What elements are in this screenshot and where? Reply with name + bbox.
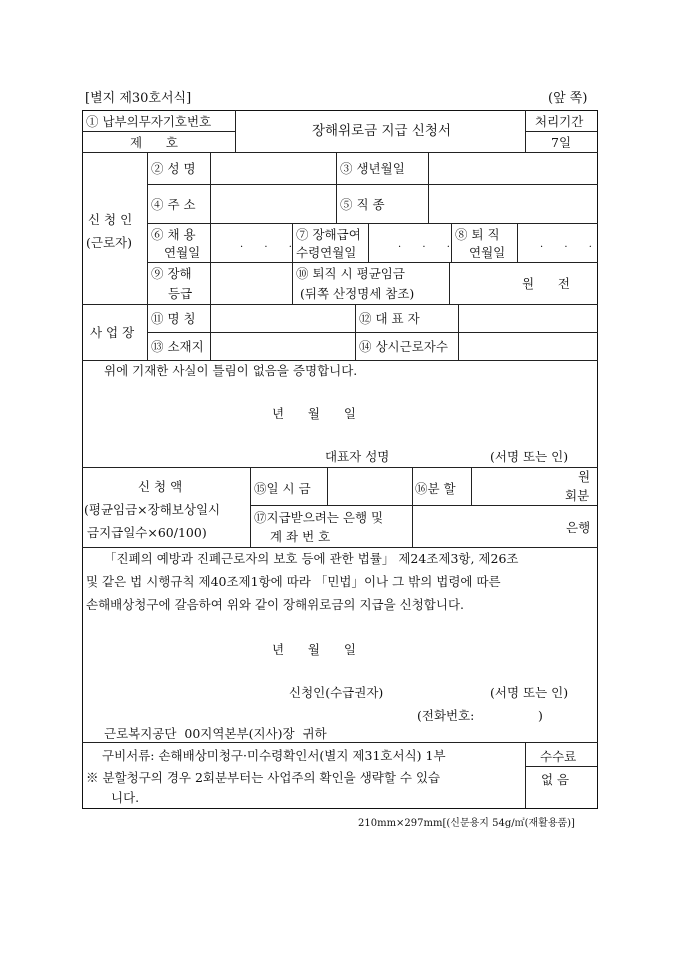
retire-date-sublabel: 연월일 <box>469 245 506 260</box>
won-unit: 원 <box>578 469 591 484</box>
representative-name-label: 대표자 성명 <box>325 449 390 464</box>
benefit-date-field[interactable]: · · · <box>398 242 459 253</box>
disability-grade-field[interactable] <box>211 263 291 303</box>
retire-date-label: ⑧ 퇴 직 <box>455 227 500 242</box>
representative-field[interactable] <box>459 305 596 331</box>
name-label: ② 성 명 <box>151 161 196 176</box>
average-wage-label: ⑩ 퇴직 시 평균임금 <box>296 266 405 281</box>
average-wage-field[interactable]: 원 전 <box>522 276 570 291</box>
job-type-label: ⑤ 직 종 <box>340 197 385 212</box>
certification-statement: 위에 기재한 사실이 틀림이 없음을 증명합니다. <box>104 363 358 378</box>
certification-date[interactable]: 년 월 일 <box>272 406 356 421</box>
applicant-name-label: 신청인(수급권자) <box>289 685 384 700</box>
job-type-field[interactable] <box>429 185 596 222</box>
page-side: (앞 쪽) <box>548 91 588 106</box>
workers-field[interactable] <box>459 333 596 359</box>
installment-count-unit[interactable]: 회분 <box>565 488 590 503</box>
birthdate-label: ③ 생년월일 <box>340 161 405 176</box>
location-field[interactable] <box>211 333 354 359</box>
application-date[interactable]: 년 월 일 <box>272 642 356 657</box>
paper-spec: 210mm×297mm[(신문용지 54g/㎡(재활용품)] <box>358 818 575 829</box>
application-text-line-3: 손해배상청구에 갈음하여 위와 같이 장해위로금의 지급을 신청합니다. <box>86 597 464 612</box>
required-documents: 구비서류: 손해배상미청구·미수령확인서(별지 제31호서식) 1부 <box>102 748 446 763</box>
payment-code-label: ① 납부의무자기호번호 <box>86 114 212 129</box>
requested-amount-formula-1: (평균임금×장해보상일시 <box>84 502 221 517</box>
workplace-name-field[interactable] <box>211 305 354 331</box>
workers-label: ⑭ 상시근로자수 <box>359 339 448 354</box>
bank-account-label: ⑰지급받으려는 은행 및 <box>254 510 384 525</box>
application-text-line-2: 및 같은 법 시행규칙 제40조제1항에 따라 「민법」이나 그 밖의 법령에 따른 <box>86 574 501 589</box>
average-wage-note: (뒤쪽 산정명세 참조) <box>300 286 415 301</box>
requested-amount-label: 신 청 액 <box>138 479 183 494</box>
bank-account-sublabel: 계 좌 번 호 <box>270 529 331 544</box>
lump-sum-label: ⑮일 시 금 <box>254 481 311 496</box>
payment-code-value: 제 호 <box>130 135 178 150</box>
requested-amount-formula-2: 금지급일수×60/100) <box>87 525 207 540</box>
processing-period-value: 7일 <box>551 135 572 150</box>
installment-note-cont: 니다. <box>111 790 140 805</box>
disability-grade-sublabel: 등급 <box>168 286 193 301</box>
address-label: ④ 주 소 <box>151 197 196 212</box>
processing-period-label: 처리기간 <box>535 114 584 129</box>
bank-account-field[interactable]: 은행 <box>566 520 591 535</box>
form-title: 장해위로금 지급 신청서 <box>312 123 451 139</box>
name-field[interactable] <box>211 153 335 183</box>
representative-signature[interactable]: (서명 또는 인) <box>490 449 569 464</box>
phone-number-field[interactable]: (전화번호: ) <box>417 708 543 723</box>
workplace-name-label: ⑪ 명 칭 <box>151 311 196 326</box>
installment-note: ※ 분할청구의 경우 2회분부터는 사업주의 확인을 생략할 수 있습 <box>86 770 441 785</box>
hire-date-sublabel: 연월일 <box>164 245 201 260</box>
workplace-section-label: 사 업 장 <box>90 325 135 340</box>
benefit-date-sublabel: 수령연월일 <box>296 245 357 260</box>
birthdate-field[interactable] <box>429 153 596 183</box>
form-number: [별지 제30호서식] <box>85 91 192 106</box>
application-text-line-1: 「진폐의 예방과 진폐근로자의 보호 등에 관한 법률」 제24조제3항, 제26조 <box>104 551 519 566</box>
applicant-section-sublabel: (근로자) <box>86 235 132 250</box>
applicant-section-label: 신 청 인 <box>88 212 133 227</box>
retire-date-field[interactable]: · · · <box>540 242 601 253</box>
applicant-signature[interactable]: (서명 또는 인) <box>490 685 569 700</box>
fee-value: 없 음 <box>541 772 570 787</box>
lump-sum-field[interactable] <box>328 468 411 504</box>
recipient-line: 근로복지공단 00지역본부(지사)장 귀하 <box>104 726 327 741</box>
fee-label: 수수료 <box>540 749 577 764</box>
address-field[interactable] <box>211 185 335 222</box>
benefit-date-label: ⑦ 장해급여 <box>296 227 361 242</box>
hire-date-label: ⑥ 채 용 <box>151 227 196 242</box>
representative-label: ⑫ 대 표 자 <box>359 311 420 326</box>
disability-grade-label: ⑨ 장해 <box>151 266 192 281</box>
installment-label: ⑯분 할 <box>415 481 456 496</box>
location-label: ⑬ 소재지 <box>151 339 204 354</box>
hire-date-field[interactable]: · · · <box>240 242 301 253</box>
